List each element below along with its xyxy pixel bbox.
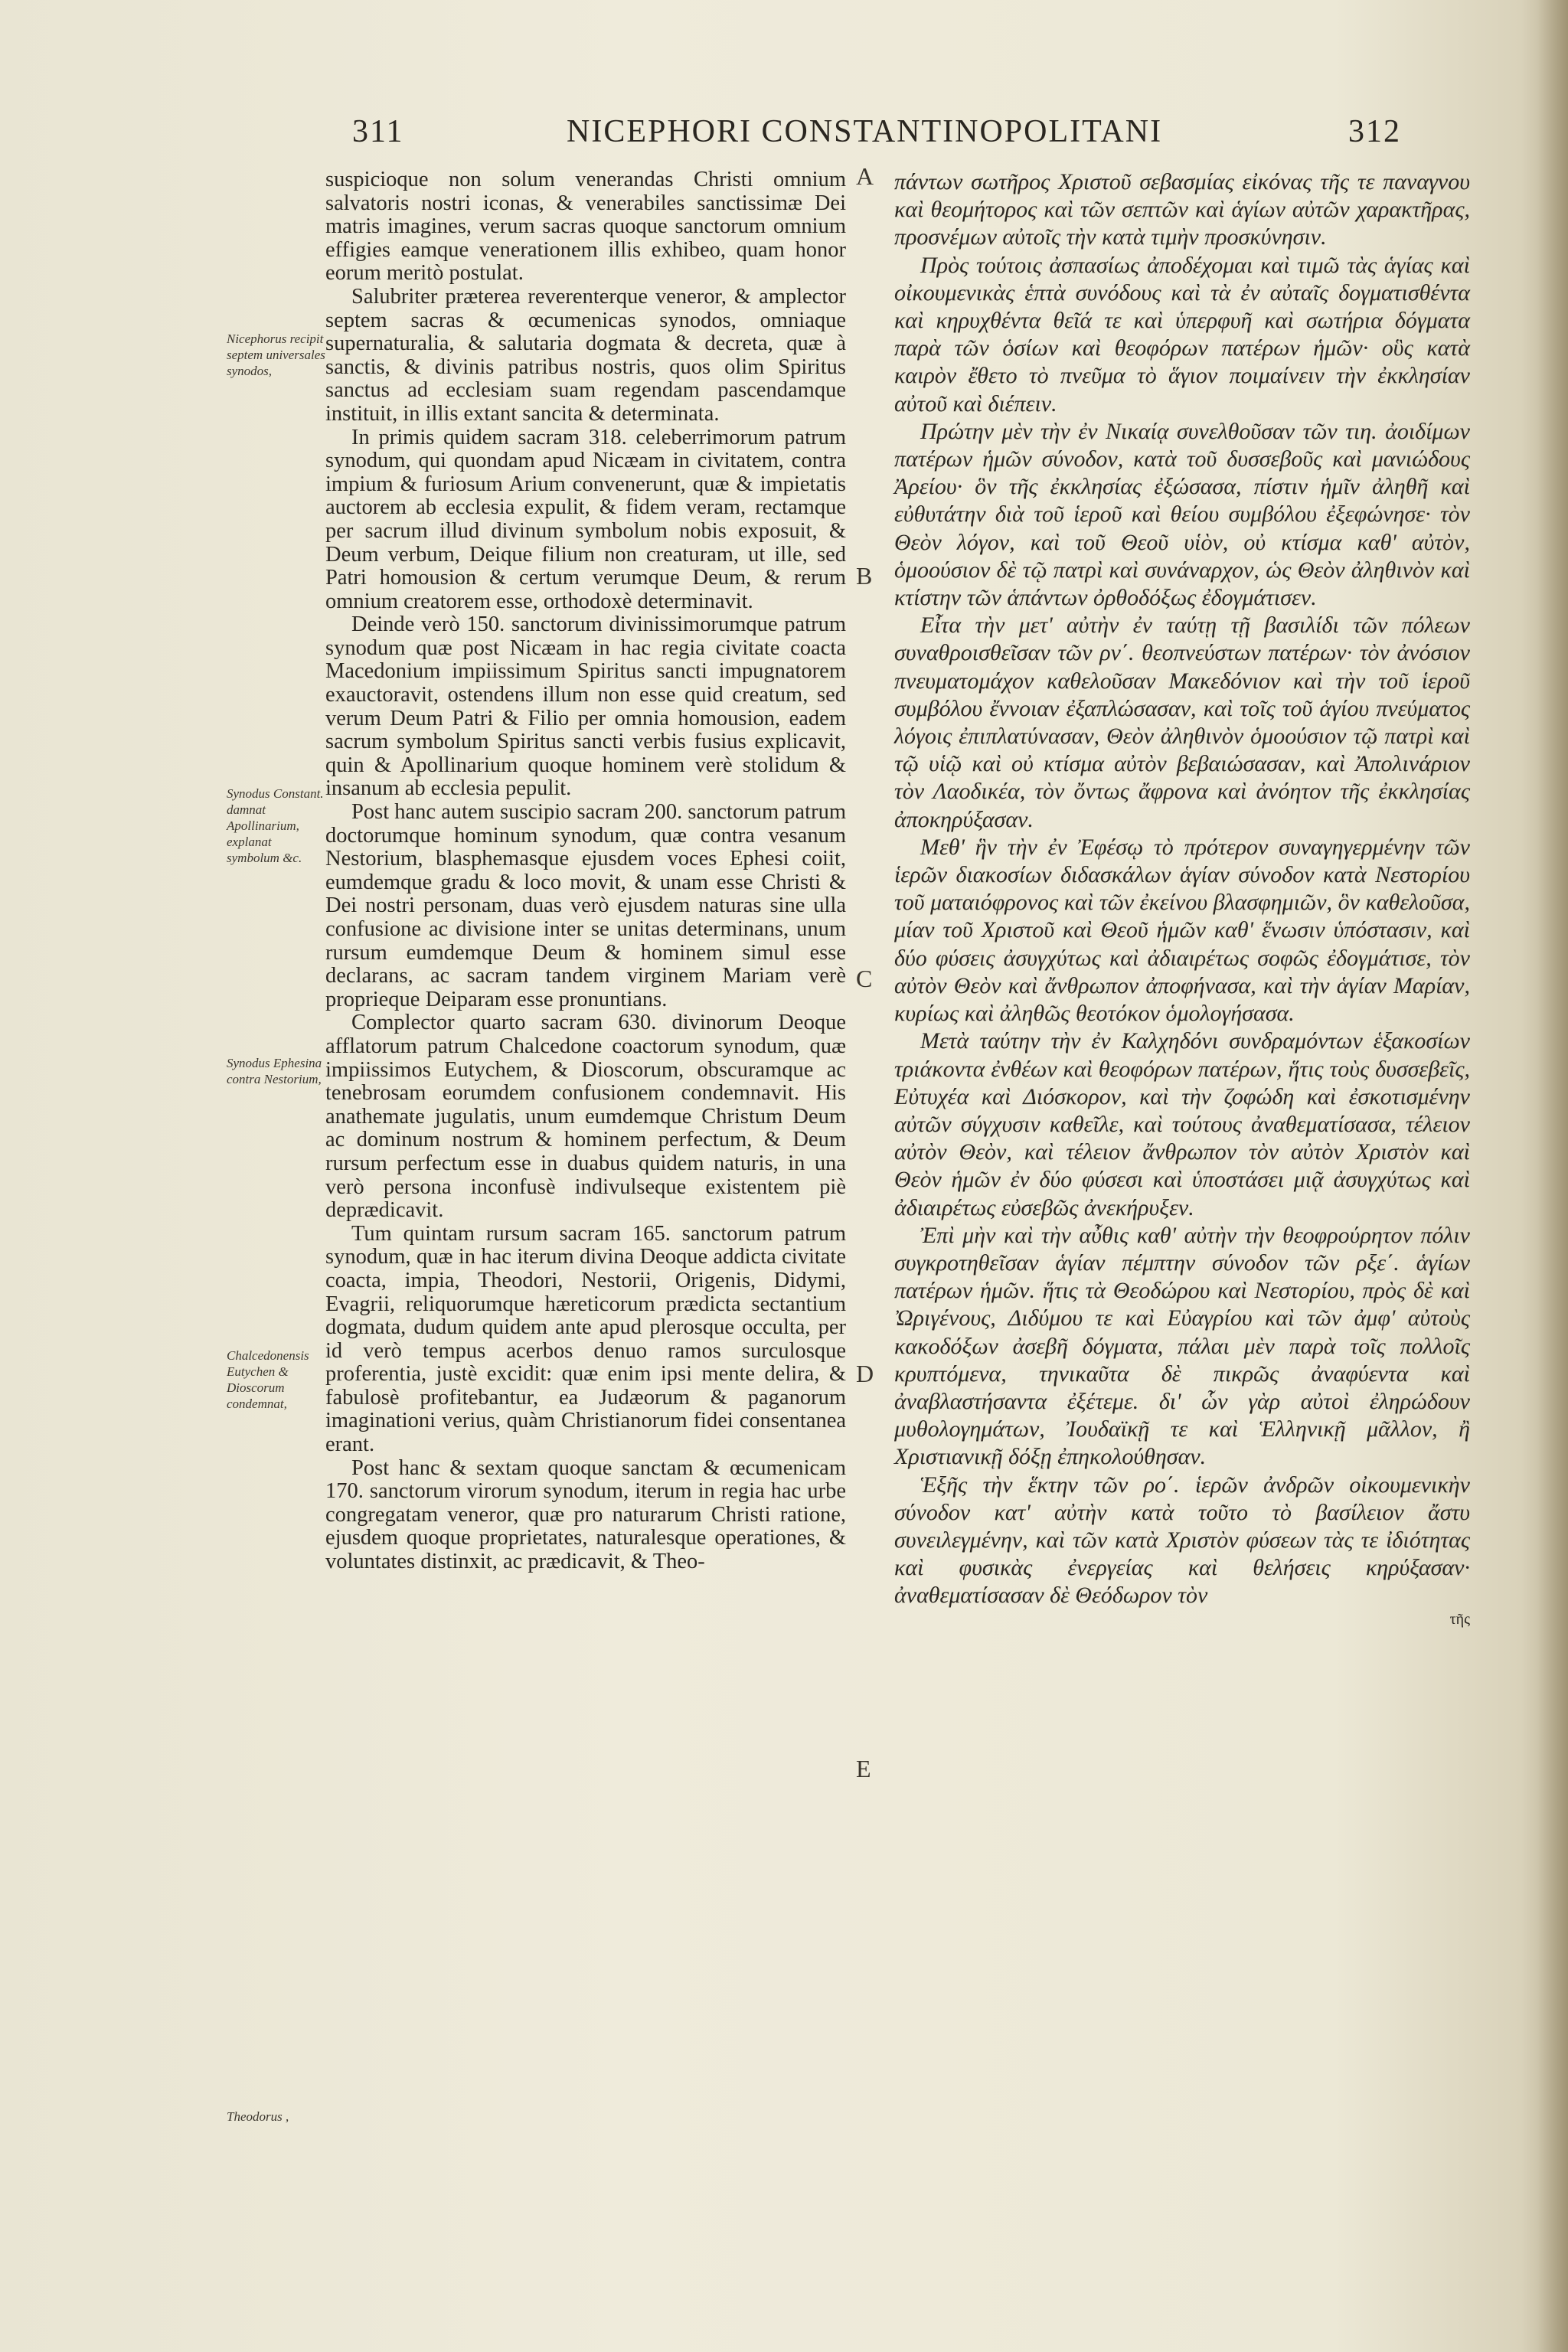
latin-paragraph: Post hanc autem suscipio sacram 200. sanctorum patrum doctorumque hominum synodum, quæ contra vesanum Nestorium, blasphemasque ejusdem voces Ephesi coiit, eumdemque gradu & loco movit, & unam esse Christi & Dei nostri personam, duas verò ejusdem naturas sine ulla confusione ac divisione inter se unitas determinans, unum rursum eumdemque Deum & hominem simul esse declarans, ac sacram tandem virginem Mariam verè proprieque Deiparam esse pronuntians. <box>325 800 846 1011</box>
latin-paragraph: Post hanc & sextam quoque sanctam & œcumenicam 170. sanctorum virorum synodum, iterum in regia hac urbe congregatam veneror, quæ pro naturarum Christi ratione, ejusdem quoque proprietates, naturalesque operationes, & voluntates distinxit, ac prædicavit, & Theo- <box>325 1455 846 1574</box>
section-letter: A <box>856 162 874 190</box>
greek-column <box>894 168 1470 1628</box>
latin-column <box>325 168 846 1574</box>
greek-paragraph: Μεθ' ἣν τὴν ἐν Ἐφέσῳ τὸ πρότερον συναγηγερμένην τῶν ἱερῶν διακοσίων διδασκάλων ἁγίαν σύνοδον κατὰ Νεστορίου τοῦ ματαιόφρονος καὶ τῶν ἐκείνου βλασφημιῶν, ὃν καθελοῦσα, μίαν τοῦ Χριστοῦ καὶ Θεοῦ ἡμῶν καθ' ἕνωσιν ὑπόστασιν, καὶ δύο φύσεις ἀσυγχύτως καὶ ἀδιαιρέτως σοφῶς ἐδογμάτισε, τὸν αὐτὸν Θεὸν καὶ ἄνθρωπον ἀποφήνασα, καὶ τὴν ἁγίαν Μαρίαν, κυρίως καὶ ἀληθῶς θεοτόκον ὁμολογήσασα. <box>894 834 1470 1027</box>
latin-paragraph: In primis quidem sacram 318. celeberrimorum patrum synodum, qui quondam apud Nicæam in civitatem, contra impium & furiosum Arium convenerunt, quæ & impietatis auctorem ab ecclesia expulit, & fidem veram, rectamque per sacrum illud divinum symbolum nobis exposuit, & Deum verbum, Deique filium non creaturam, ut ille, sed Patri homousion & certum verumque Deum, & rerum omnium creatorem esse, orthodoxè determinavit. <box>325 425 846 613</box>
greek-paragraph: Πρὸς τούτοις ἀσπασίως ἀποδέχομαι καὶ τιμῶ τὰς ἁγίας καὶ οἰκουμενικὰς ἑπτὰ συνόδους καὶ τὰ ἐν αὐταῖς δογματισθέντα καὶ κηρυχθέντα θεῖά τε καὶ ὑπερφυῆ καὶ σωτήρια δόγματα παρὰ τῶν ὁσίων καὶ θεοφόρων πατέρων ἡμῶν· οὓς κατὰ καιρὸν ἔθετο τὸ πνεῦμα τὸ ἅγιον ποιμαίνειν τὴν ἐκκλησίαν αὐτοῦ καὶ διέπειν. <box>894 252 1470 416</box>
latin-paragraph: Salubriter præterea reverenterque veneror, & amplector septem sacras & œcumenicas synodos, omniaque supernaturalia, & salutaria dogmata & decreta, quæ à sanctis, & divinis patribus nostris, quos olim Spiritus sanctus ad ecclesiam suam regendam pascendamque instituit, in illis extant sancita & determinata. <box>325 284 846 426</box>
catchword: τῆς <box>1449 1610 1470 1628</box>
greek-paragraph: Μετὰ ταύτην τὴν ἐν Καλχηδόνι συνδραμόντων ἑξακοσίων τριάκοντα ἐνθέων καὶ θεοφόρων πατέρων, ἥτις τοὺς δυσσεβεῖς, Εὐτυχέα καὶ Διόσκορον, καὶ τὴν ζοφώδη καὶ ἐσκοτισμένην αὐτῶν σύγχυσιν καθεῖλε, καὶ τούτους ἀναθεματίσασα, τέλειον αὐτὸν Θεὸν, καὶ τέλειον ἄνθρωπον τὸν αὐτὸν Χριστὸν καὶ Θεὸν ἡμῶν ἐν δύο φύσεσι καὶ ὑποστάσει μιᾷ ἀσυγχύτως καὶ ἀδιαιρέτως εὐσεβῶς ἀνεκήρυξεν. <box>894 1028 1470 1220</box>
page-number-right: 312 <box>1348 114 1401 149</box>
margin-note: Nicephorus recipit septem universales synodos, <box>227 332 325 378</box>
section-letter: D <box>856 1360 874 1387</box>
margin-note: Chalcedonensis Eutychen & Dioscorum condemnat, <box>227 1348 309 1411</box>
greek-paragraph: πάντων σωτῆρος Χριστοῦ σεβασμίας εἰκόνας τῆς τε παναγνου καὶ θεομήτορος καὶ τῶν σεπτῶν καὶ ἁγίων αὐτῶν χαρακτῆρας, προσνέμων αὐτοῖς τὴν κατὰ τιμὴν προσκύνησιν. <box>894 169 1470 250</box>
running-title: NICEPHORI CONSTANTINOPOLITANI <box>567 114 1163 149</box>
margin-note: Theodorus , <box>227 2109 289 2124</box>
page-number-left: 311 <box>352 114 404 149</box>
latin-paragraph: Tum quintam rursum sacram 165. sanctorum patrum synodum, quæ in hac iterum divina Deoque addicta civitate coacta, impia, Theodori, Nestorii, Origenis, Didymi, Evagrii, reliquorumque hæreticorum prædicta sectantium dogmata, dudum quidem ante apud plerosque occulta, per id verò tempus acerbos denuo ramos surculosque proferentia, justè excidit: quæ enim ipsi mente delira, & fabulosè profitebantur, ea Judæorum & paganorum imaginationi verius, quàm Christianorum fidei consentanea erant. <box>325 1221 846 1457</box>
section-letter: E <box>856 1755 871 1782</box>
greek-paragraph: Ἐπὶ μὴν καὶ τὴν αὖθις καθ' αὐτὴν τὴν θεοφρούρητον πόλιν συγκροτηθεῖσαν ἁγίαν πέμπτην σύνοδον τῶν ρξε΄. ἁγίων πατέρων ἡμῶν. ἥτις τὰ Θεοδώρου καὶ Νεστορίου, πρὸς δὲ καὶ Ὠριγένους, Διδύμου τε καὶ Εὐαγρίου καὶ τῶν ἀμφ' αὐτοὺς κακοδόξων ἀσεβῆ δόγματα, πάλαι μὲν παρὰ τοῖς πολλοῖς κρυπτόμενα, τηνικαῦτα δὲ πικρῶς ἀναφύεντα καὶ ἀναβλαστήσαντα ἐξέτεμε. δι' ὧν γὰρ αὐτοὶ ἐληρώδουν μυθολογημάτων, Ἰουδαϊκῇ τε καὶ Ἑλληνικῇ μᾶλλον, ἢ Χριστιανικῇ δόξῃ ἐπηκολούθησαν. <box>894 1222 1470 1470</box>
latin-paragraph: suspicioque non solum venerandas Christi omnium salvatoris nostri iconas, & venerabiles sanctissimæ Dei matris imagines, verum sacras quoque sanctorum omnium effigies eamque venerationem illis exhibeo, quam honor eorum meritò postulat. <box>325 168 846 286</box>
page-edge-shadow <box>1537 0 1568 2352</box>
greek-paragraph: Πρώτην μὲν τὴν ἐν Νικαίᾳ συνελθοῦσαν τῶν τιη. ἀοιδίμων πατέρων ἡμῶν σύνοδον, κατὰ τοῦ δυσσεβοῦς καὶ μανιώδους Ἀρείου· ὃν τῆς ἐκκλησίας ἐξώσασα, πίστιν ἡμῖν ἀληθῆ καὶ εὐθυτάτην διὰ τοῦ ἱεροῦ καὶ θείου συμβόλου ἐξεφώνησε· τὸν Θεὸν λόγον, καὶ τοῦ Θεοῦ υἱὸν, οὐ κτίσμα καθ' αὐτὸν, ὁμοούσιον δὲ τῷ πατρὶ καὶ συνάναρχον, ὡς Θεὸν ἀληθινὸν καὶ κτίστην τῶν ἁπάντων ὀρθοδόξως ἐδογμάτισεν. <box>894 418 1470 611</box>
greek-paragraph: Εἶτα τὴν μετ' αὐτὴν ἐν ταύτῃ τῇ βασιλίδι τῶν πόλεων συναθροισθεῖσαν τῶν ρν΄. θεοπνεύστων πατέρων· τὸν ἀνόσιον πνευματομάχον καθελοῦσαν Μακεδόνιον καὶ τὴν τοῦ ἱεροῦ συμβόλου ἔννοιαν ἐξαπλώσασαν, καὶ τοῖς τοῦ ἁγίου πνεύματος λόγοις ἐπιπλατύνασαν, Θεὸν ἀληθινὸν ὁμοούσιον τῷ πατρὶ καὶ τῷ υἱῷ καὶ οὐ κτίσμα αὐτὸν βεβαιώσασαν, καὶ Ἀπολινάριον τὸν Λαοδικέα, τὸν ὄντως ἄφρονα καὶ ἀνόητον τῆς ἐκκλησίας ἀποκηρύξασαν. <box>894 612 1470 832</box>
margin-note: Synodus Constant. damnat Apollinarium, explanat symbolum &c. <box>227 786 324 865</box>
running-header <box>352 113 1401 159</box>
greek-paragraph: Ἑξῆς τὴν ἕκτην τῶν ρο΄. ἱερῶν ἀνδρῶν οἰκουμενικὴν σύνοδον κατ' αὐτὴν κατὰ τοῦτο τὸ βασίλειον ἄστυ συνειλεγμένην, καὶ τῶν κατὰ Χριστὸν φύσεων τὰς τε ἰδιότητας καὶ φυσικὰς ἐνεργείας καὶ θελήσεις κηρύξασαν· ἀναθεματίσασαν δὲ Θεόδωρον τὸν <box>894 1472 1470 1609</box>
margin-note: Synodus Ephesina contra Nestorium, <box>227 1056 322 1086</box>
section-letter: B <box>856 562 873 590</box>
latin-paragraph: Complector quarto sacram 630. divinorum Deoque afflatorum patrum Chalcedone coactorum synodum, quæ impiissimos Eutychem, & Dioscorum, obscuramque ac tenebrosam eorumdem confusionem condemnavit. His anathemate jugulatis, unum eumdemque Christum Deum ac dominum nostrum & hominem perfectum, & Deum rursum perfectum esse in duabus quidem naturis, in una verò persona inconfusè indivulseque existentem piè deprædicavit. <box>325 1011 846 1223</box>
section-letter: C <box>856 965 873 992</box>
latin-paragraph: Deinde verò 150. sanctorum divinissimorumque patrum synodum quæ post Nicæam in hac regia civitate coacta Macedonium impiissimum Spiritus sancti impugnatorem exauctoravit, ostendens illum non esse quid creatum, sed verum Deum Patri & Filio per omnia homousion, eadem sacrum symbolum Spiritus sancti verbis fusius explicavit, quin & Apollinarium quoque hominem verè stolidum & insanum ab ecclesia pepulit. <box>325 612 846 801</box>
